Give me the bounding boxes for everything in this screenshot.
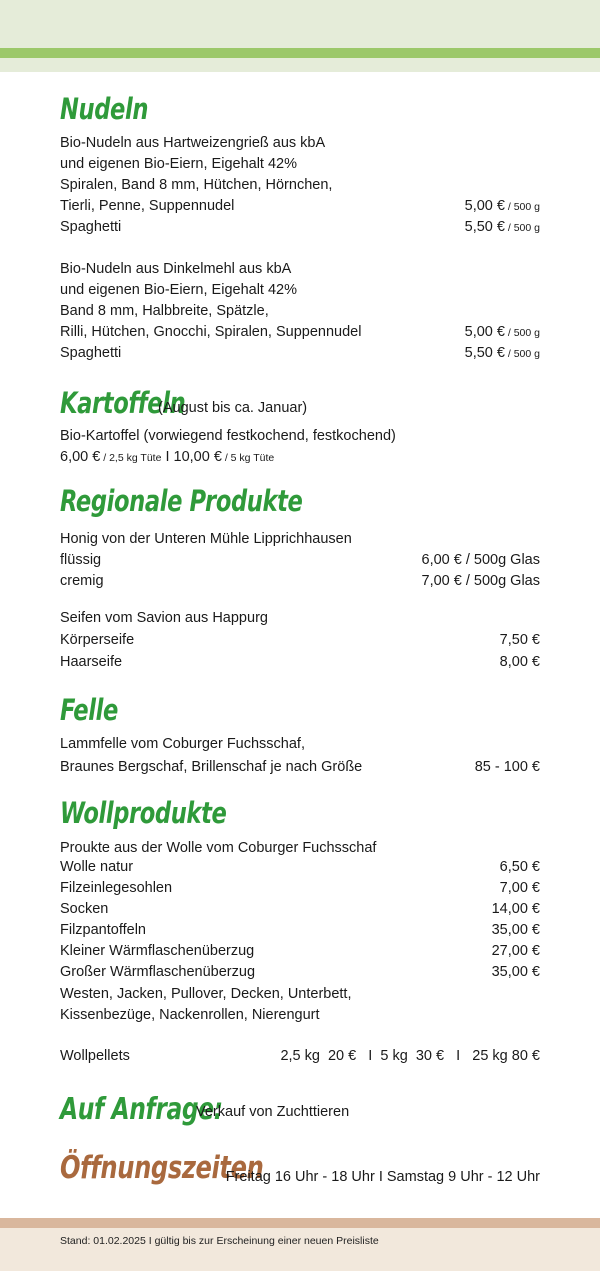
item-price: 8,00 € (499, 654, 540, 670)
item-name: Haarseife (60, 654, 123, 670)
heading-auf-anfrage: Auf Anfrage: (60, 1092, 223, 1127)
footer-note: Stand: 01.02.2025 I gültig bis zur Erscheinung einer neuen Preisliste (60, 1235, 379, 1247)
nudeln-g2-line: Bio-Nudeln aus Dinkelmehl aus kbA (60, 261, 292, 277)
item-name: flüssig (60, 552, 102, 568)
item-price: 6,50 € (499, 859, 540, 875)
felle-line: Lammfelle vom Coburger Fuchsschaf, (60, 736, 305, 752)
item-price: 5,00 € / 500 g (464, 324, 540, 340)
item-price: 5,00 € / 500 g (464, 198, 540, 214)
pellets-label: Wollpellets (60, 1048, 130, 1064)
item-price: 35,00 € (491, 922, 540, 938)
top-stripe (0, 48, 600, 58)
item-price: 35,00 € (491, 964, 540, 980)
item-price: 7,00 € (499, 880, 540, 896)
felle-line: Braunes Bergschaf, Brillenschaf je nach Größe (60, 759, 363, 775)
item-price: 85 - 100 € (474, 759, 540, 775)
item-name: Körperseife (60, 632, 135, 648)
item-name: Großer Wärmflaschenüberzug (60, 964, 256, 980)
item-price: 5,50 € / 500 g (464, 345, 540, 361)
item-name: Wolle natur (60, 859, 134, 875)
nudeln-g2-line: und eigenen Bio-Eiern, Eigehalt 42% (60, 282, 297, 298)
wolle-more: Westen, Jacken, Pullover, Decken, Unterbett, (60, 986, 352, 1002)
item-name: Kleiner Wärmflaschenüberzug (60, 943, 255, 959)
kartoffeln-prices: 6,00 € / 2,5 kg Tüte I 10,00 € / 5 kg Tüte (60, 449, 275, 465)
nudeln-g1-line: Spiralen, Band 8 mm, Hütchen, Hörnchen, (60, 177, 333, 193)
heading-kartoffeln: Kartoffeln (60, 386, 186, 420)
nudeln-g2-line: Band 8 mm, Halbbreite, Spätzle, (60, 303, 269, 319)
heading-oeffnungszeiten: Öffnungszeiten (60, 1150, 264, 1186)
wolle-intro: Proukte aus der Wolle vom Coburger Fuchsschaf (60, 840, 377, 856)
item-price: 6,00 € / 500g Glas (421, 552, 540, 568)
honey-title: Honig von der Unteren Mühle Lipprichhausen (60, 531, 352, 547)
wolle-more: Kissenbezüge, Nackenrollen, Nierengurt (60, 1007, 320, 1023)
pellets-prices: 2,5 kg 20 € I 5 kg 30 € I 25 kg 80 € (280, 1048, 540, 1064)
item-name: Spaghetti (60, 219, 122, 235)
soap-title: Seifen vom Savion aus Happurg (60, 610, 268, 626)
top-band (0, 0, 600, 72)
kartoffeln-season: (August bis ca. Januar) (158, 400, 308, 416)
opening-hours: Freitag 16 Uhr - 18 Uhr I Samstag 9 Uhr - 12 Uhr (225, 1169, 540, 1185)
item-price: 27,00 € (491, 943, 540, 959)
kartoffeln-line: Bio-Kartoffel (vorwiegend festkochend, festkochend) (60, 428, 396, 444)
anfrage-text: Verkauf von Zuchttieren (196, 1104, 350, 1120)
item-price: 7,00 € / 500g Glas (421, 573, 540, 589)
item-name: Rilli, Hütchen, Gnocchi, Spiralen, Suppennudel (60, 324, 362, 340)
heading-regionale-produkte: Regionale Produkte (60, 484, 303, 518)
item-price: 14,00 € (491, 901, 540, 917)
item-name: Socken (60, 901, 109, 917)
heading-nudeln: Nudeln (60, 92, 149, 126)
bottom-stripe (0, 1218, 600, 1228)
item-name: Tierli, Penne, Suppennudel (60, 198, 235, 214)
nudeln-g1-line: und eigenen Bio-Eiern, Eigehalt 42% (60, 156, 297, 172)
heading-felle: Felle (60, 693, 118, 727)
nudeln-g1-line: Bio-Nudeln aus Hartweizengrieß aus kbA (60, 135, 326, 151)
item-name: Filzpantoffeln (60, 922, 146, 938)
item-name: cremig (60, 573, 104, 589)
heading-wollprodukte: Wollprodukte (60, 796, 227, 830)
item-price: 7,50 € (499, 632, 540, 648)
item-name: Filzeinlegesohlen (60, 880, 173, 896)
item-name: Spaghetti (60, 345, 122, 361)
item-price: 5,50 € / 500 g (464, 219, 540, 235)
